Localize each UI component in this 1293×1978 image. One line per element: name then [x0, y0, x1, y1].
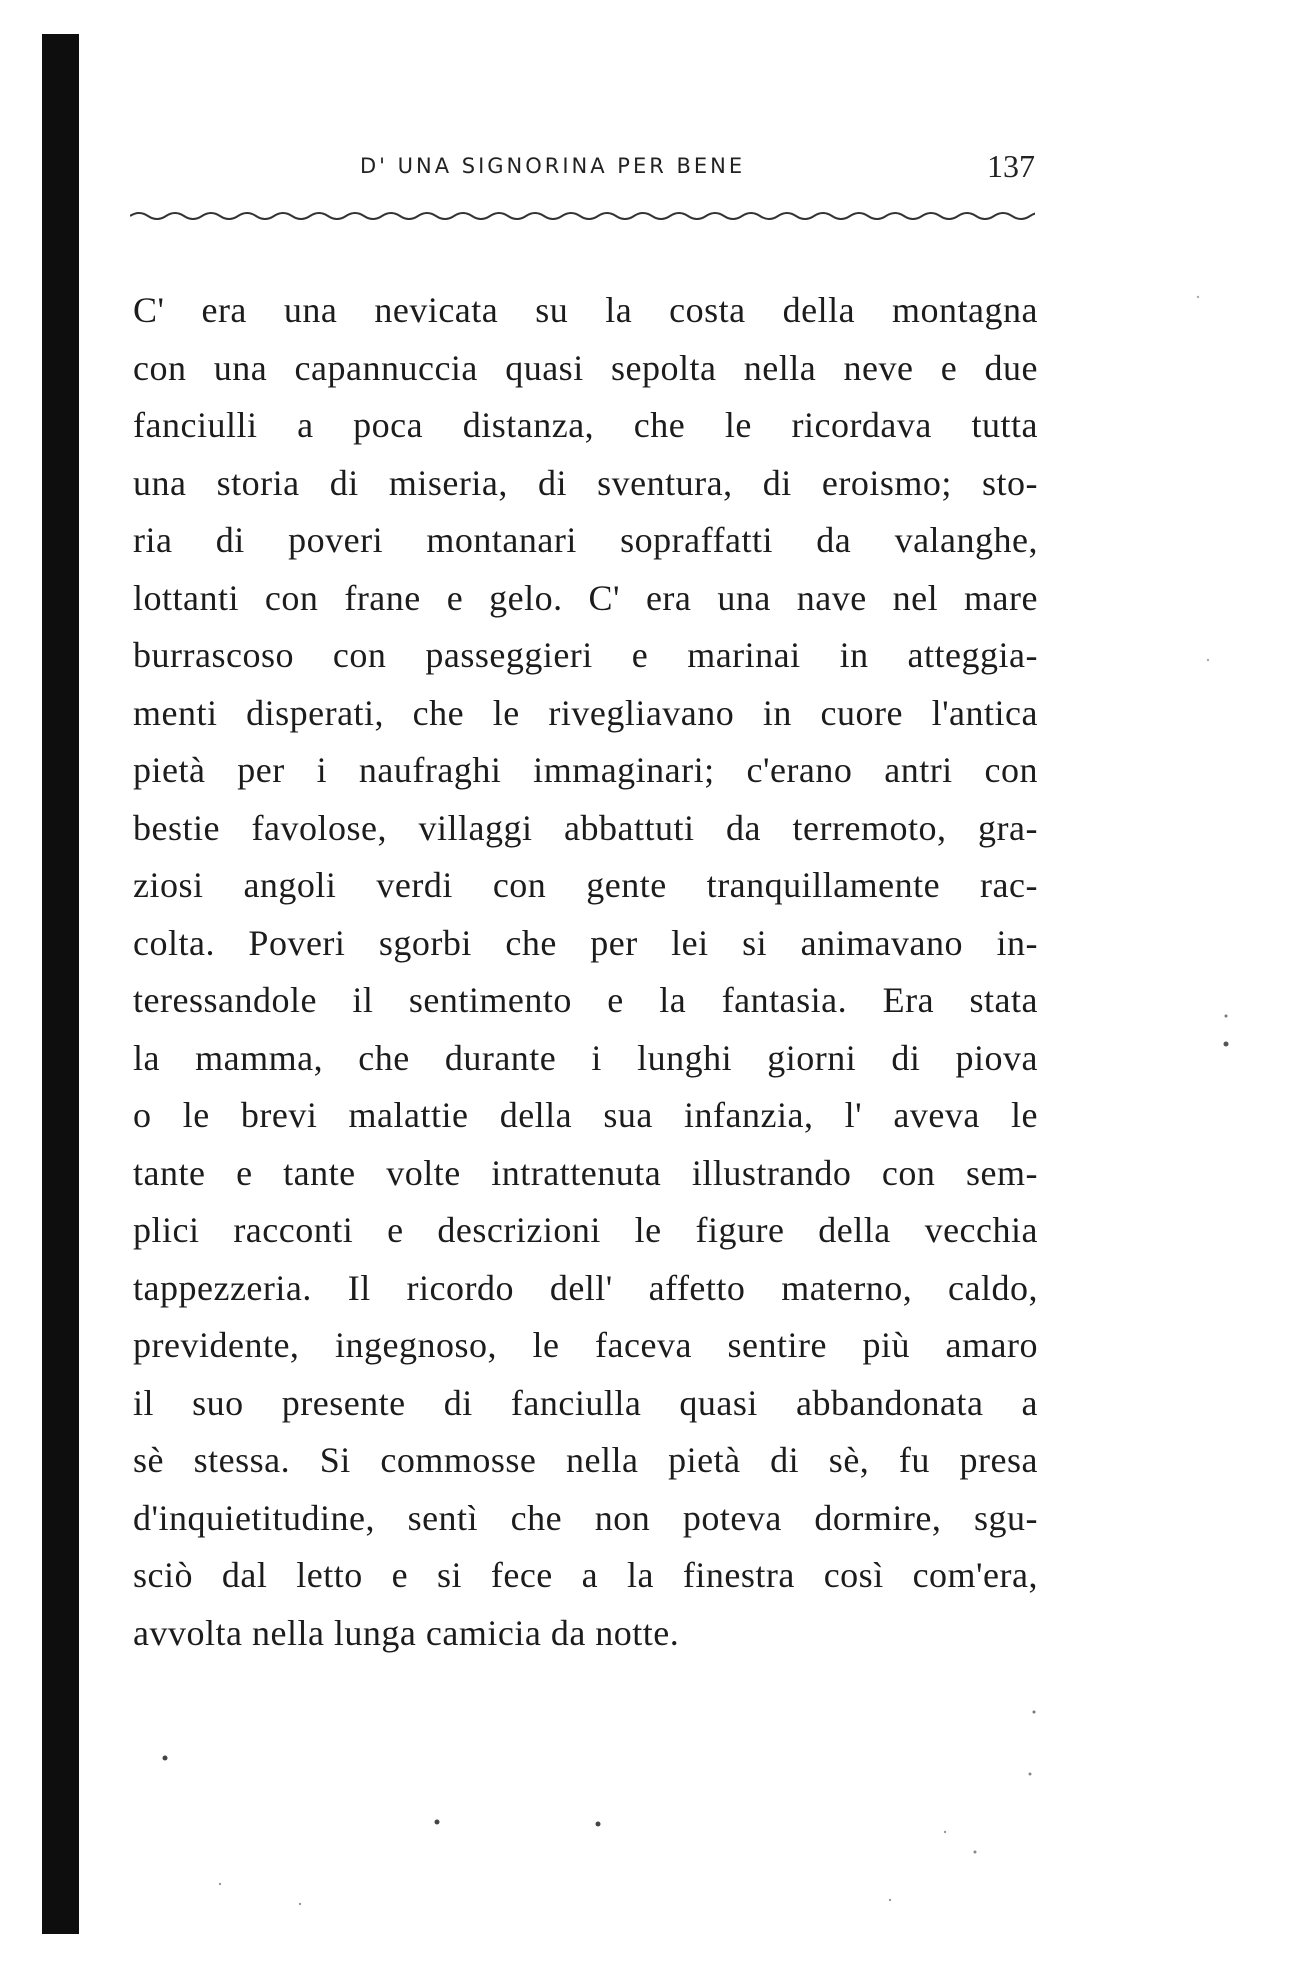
text-line: con una capannuccia quasi sepolta nella neve e due	[133, 347, 1038, 388]
text-line: lottanti con frane e gelo. C' era una nave nel mare	[133, 577, 1038, 618]
text-line: pietà per i naufraghi immaginari; c'erano antri con	[133, 750, 1038, 790]
wavy-rule-divider	[130, 205, 1035, 227]
text-line: fanciulli a poca distanza, che le ricordava tutta	[133, 405, 1038, 445]
text-line: la mamma, che durante i lunghi giorni di piova	[133, 1037, 1038, 1078]
text-line: ria di poveri montanari sopraffatti da valanghe,	[133, 520, 1038, 560]
text-line: avvolta nella lunga camicia da notte.	[133, 1612, 680, 1653]
text-line: il suo presente di fanciulla quasi abbandonata a	[133, 1382, 1038, 1423]
text-line: sciò dal letto e si fece a la finestra così com'era,	[133, 1555, 1038, 1595]
page-header	[130, 150, 1035, 190]
text-line: tante e tante volte intrattenuta illustrando con sem-	[133, 1152, 1038, 1193]
text-line: colta. Poveri sgorbi che per lei si animavano in-	[133, 922, 1038, 963]
book-spine-shadow	[42, 34, 79, 1934]
text-line: sè stessa. Si commosse nella pietà di sè, fu presa	[133, 1440, 1038, 1480]
text-line: d'inquietitudine, sentì che non poteva dormire, sgu-	[133, 1497, 1038, 1538]
text-line: tappezzeria. Il ricordo dell' affetto materno, caldo,	[133, 1267, 1038, 1308]
page-number: 137	[987, 148, 1035, 184]
text-line: previdente, ingegnoso, le faceva sentire più amaro	[133, 1325, 1038, 1365]
text-line: una storia di miseria, di sventura, di eroismo; sto-	[133, 462, 1038, 503]
text-line: o le brevi malattie della sua infanzia, l' aveva le	[133, 1095, 1038, 1135]
text-line: C' era una nevicata su la costa della montagna	[133, 290, 1038, 330]
text-line: burrascoso con passeggieri e marinai in atteggia-	[133, 635, 1038, 675]
running-title: D' UNA SIGNORINA PER BENE	[360, 154, 746, 178]
text-line: ziosi angoli verdi con gente tranquillamente rac-	[133, 865, 1038, 905]
text-line: teressandole il sentimento e la fantasia. Era stata	[133, 980, 1038, 1020]
text-line: bestie favolose, villaggi abbattuti da terremoto, gra-	[133, 807, 1038, 848]
text-line: plici racconti e descrizioni le figure della vecchia	[133, 1210, 1038, 1250]
body-text	[133, 282, 1038, 1662]
text-line: menti disperati, che le rivegliavano in cuore l'antica	[133, 692, 1038, 733]
